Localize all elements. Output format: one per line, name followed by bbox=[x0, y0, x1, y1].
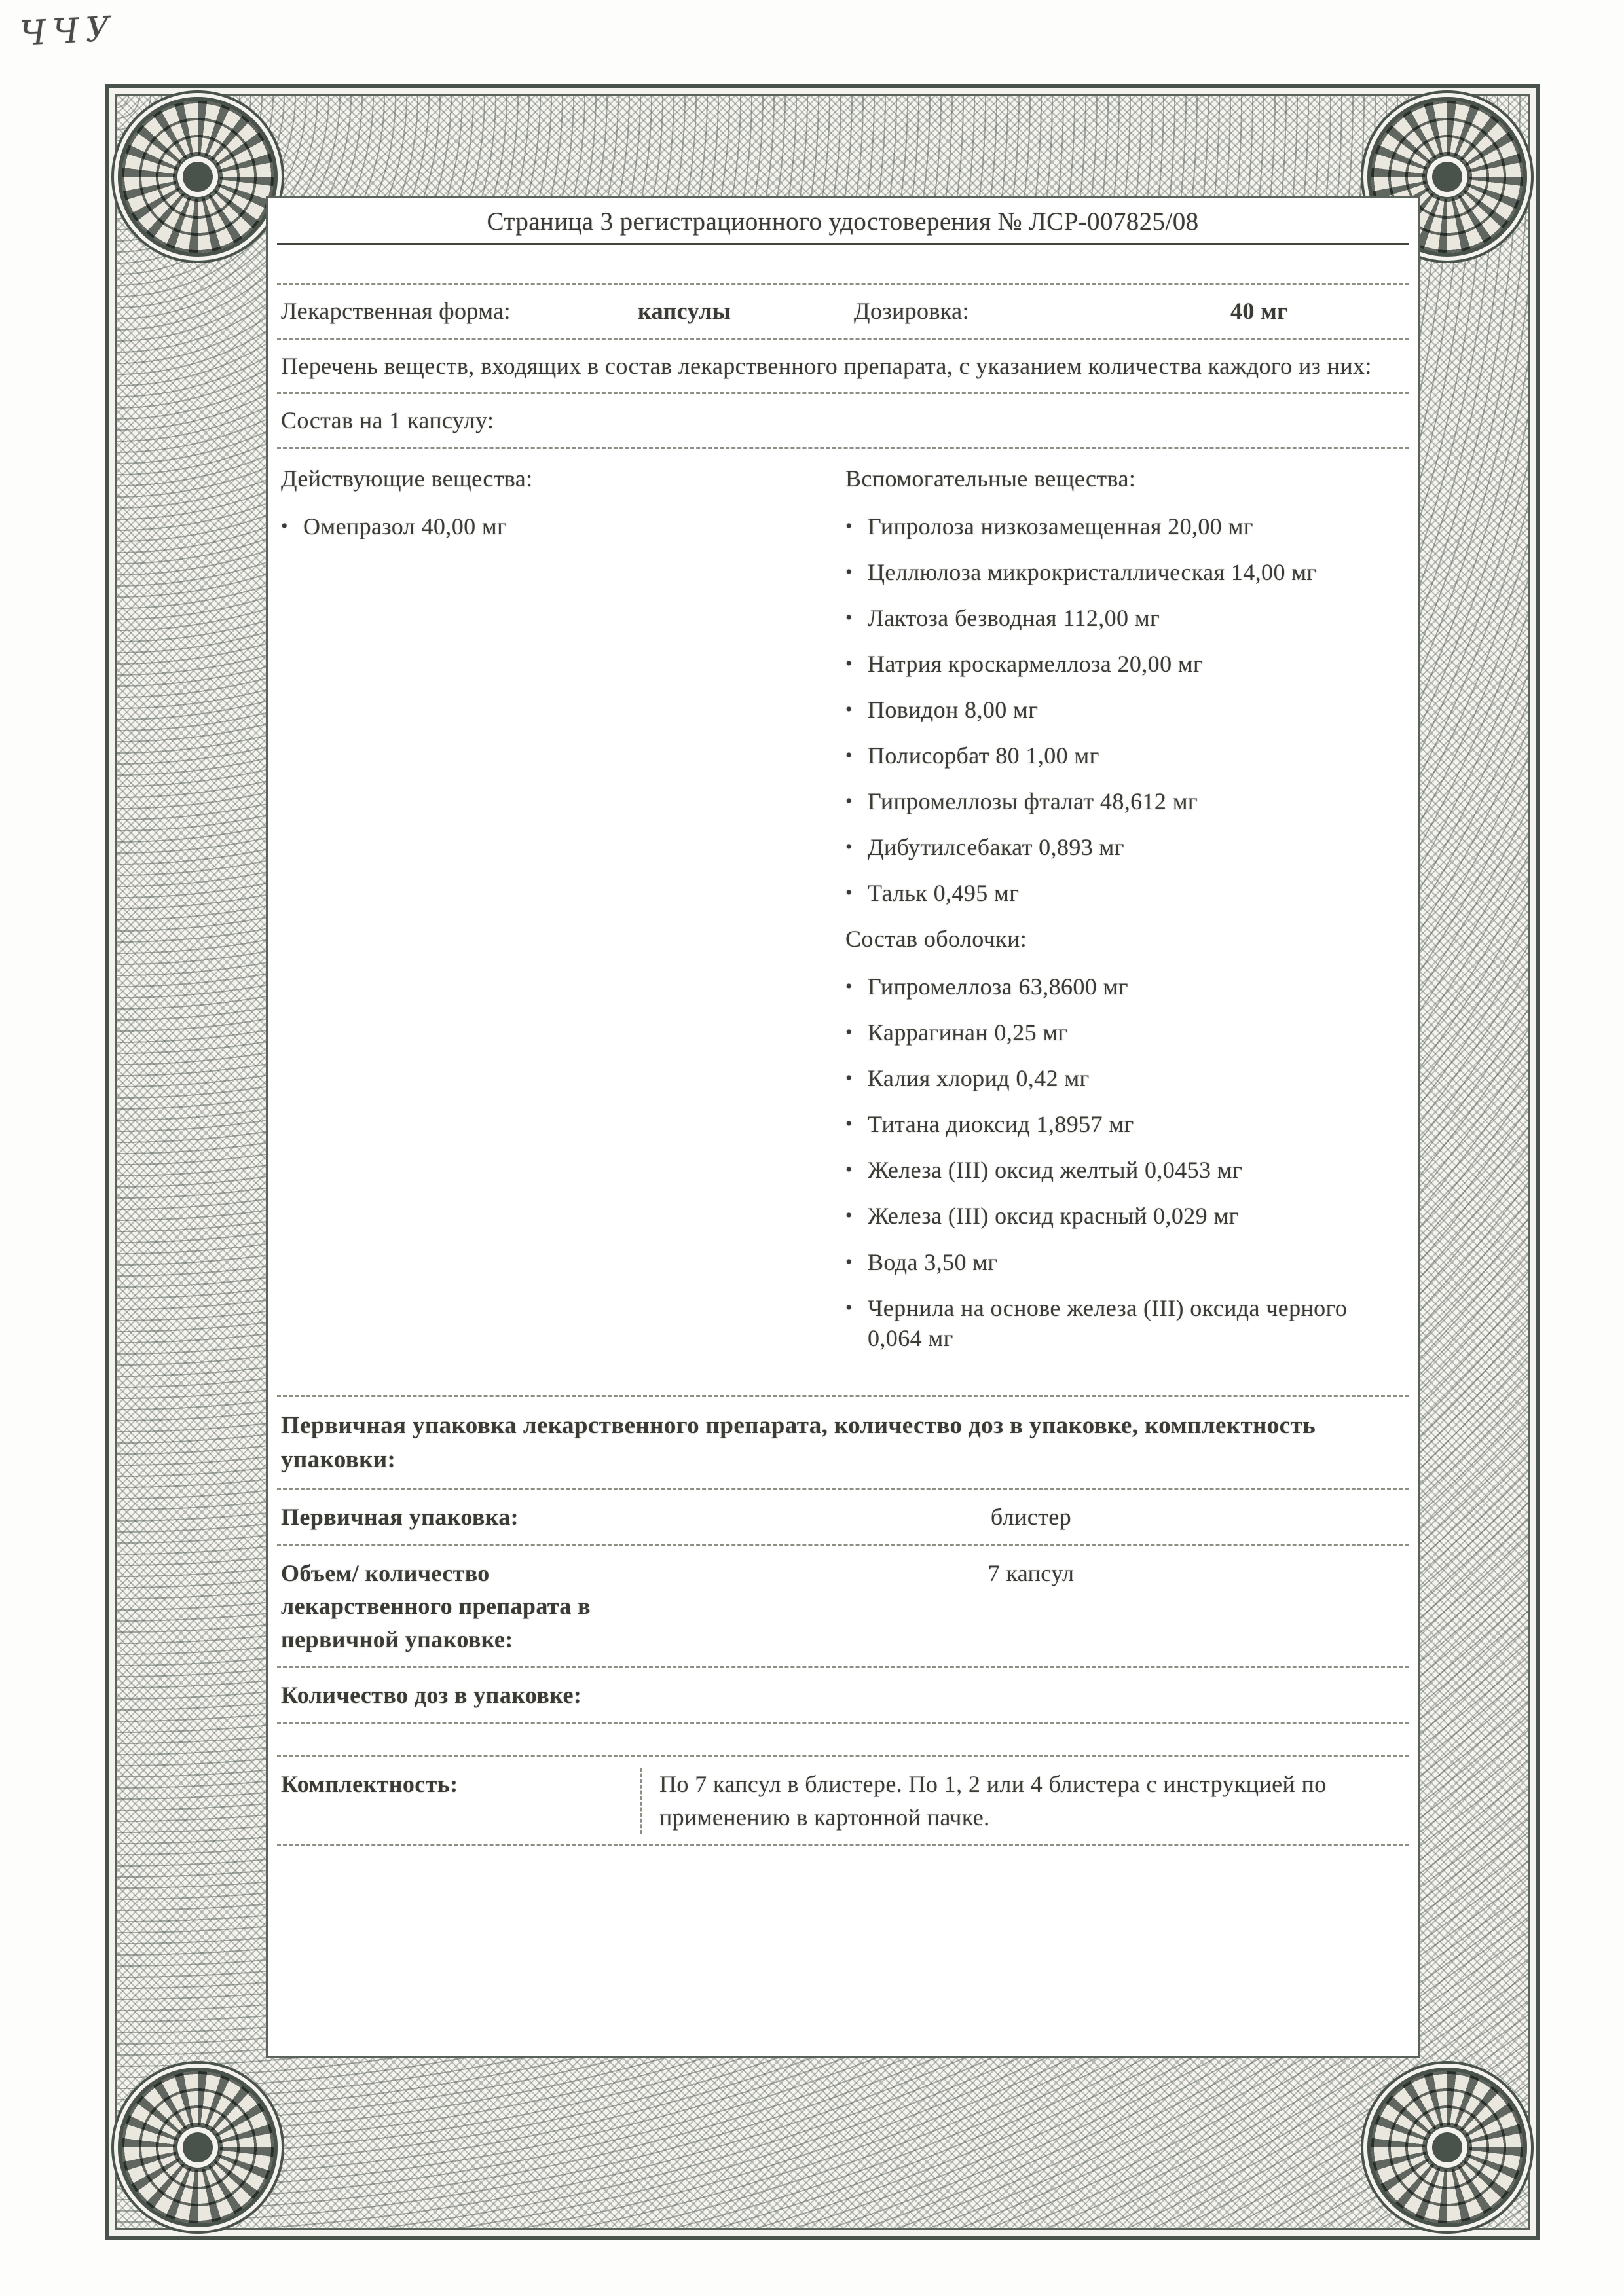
document-content bbox=[266, 196, 1420, 2058]
per-capsule-line: Состав на 1 капсулу: bbox=[277, 394, 1409, 449]
bullet: • bbox=[845, 1159, 853, 1181]
dosage-form-value: капсулы bbox=[638, 298, 731, 324]
packaging-table bbox=[277, 1395, 1409, 1846]
ingredient-text: Железа (III) оксид красный 0,029 мг bbox=[868, 1203, 1239, 1230]
list-item bbox=[845, 1017, 1405, 1048]
active-substances-list bbox=[281, 511, 845, 541]
empty-row bbox=[277, 1724, 1409, 1757]
list-item bbox=[281, 511, 845, 541]
ingredient-text: Каррагинан 0,25 мг bbox=[868, 1019, 1068, 1046]
composition-intro: Перечень веществ, входящих в состав лекарственного препарата, с указанием количества каждого из них: bbox=[277, 340, 1409, 395]
bullet: • bbox=[845, 1250, 853, 1273]
ingredient-text: Тальк 0,495 мг bbox=[868, 880, 1020, 907]
ingredient-text: Дибутилсебакат 0,893 мг bbox=[868, 834, 1124, 861]
dose-value: 40 мг bbox=[1230, 298, 1288, 324]
active-substances-header: Действующие вещества: bbox=[281, 465, 533, 492]
list-item bbox=[845, 603, 1405, 633]
table-row bbox=[277, 1668, 1409, 1724]
list-item bbox=[845, 786, 1405, 816]
bullet: • bbox=[845, 1296, 853, 1319]
ingredient-text: Целлюлоза микрокристаллическая 14,00 мг bbox=[868, 558, 1317, 585]
list-item bbox=[845, 878, 1405, 908]
ingredient-text: Натрия кроскармеллоза 20,00 мг bbox=[868, 650, 1204, 677]
shell-composition-header: Состав оболочки: bbox=[845, 926, 1027, 953]
page-header: Страница 3 регистрационного удостоверения № ЛСР-007825/08 bbox=[277, 198, 1409, 245]
bullet: • bbox=[845, 652, 853, 674]
bullet: • bbox=[845, 515, 853, 537]
handwritten-mark: ЧЧУ bbox=[18, 9, 118, 54]
list-item bbox=[845, 511, 1405, 541]
composition-columns bbox=[277, 449, 1409, 1395]
ingredient-text: Лактоза безводная 112,00 мг bbox=[868, 604, 1160, 631]
bullet: • bbox=[845, 1021, 853, 1044]
completeness-value: По 7 капсул в блистере. По 1, 2 или 4 блистера с инструкцией по применению в картонной пачке. bbox=[640, 1768, 1405, 1834]
list-item bbox=[845, 695, 1405, 725]
dosage-form-row bbox=[277, 283, 1409, 340]
table-row bbox=[277, 1490, 1409, 1546]
bullet: • bbox=[845, 882, 853, 904]
ingredient-text: Повидон 8,00 мг bbox=[868, 696, 1039, 723]
doses-count-value bbox=[657, 1679, 1405, 1711]
volume-label: Объем/ количество лекарственного препарата в первичной упаковке: bbox=[281, 1559, 591, 1652]
ingredient-text: Вода 3,50 мг bbox=[868, 1248, 998, 1275]
bullet: • bbox=[845, 836, 853, 858]
list-item bbox=[845, 832, 1405, 862]
list-item bbox=[845, 1063, 1405, 1093]
ingredient-text: Железа (III) оксид желтый 0,0453 мг bbox=[868, 1157, 1243, 1184]
corner-rosette-icon bbox=[118, 2068, 278, 2227]
list-item bbox=[845, 972, 1405, 1002]
excipients-list bbox=[845, 511, 1405, 909]
list-item bbox=[845, 1247, 1405, 1277]
primary-packaging-value: блистер bbox=[990, 1504, 1072, 1531]
dose-label: Дозировка: bbox=[854, 298, 969, 324]
list-item bbox=[845, 557, 1405, 587]
ingredient-text: Гипромеллоза 63,8600 мг bbox=[868, 974, 1128, 1000]
list-item bbox=[845, 1293, 1405, 1353]
list-item bbox=[845, 740, 1405, 771]
ingredient-text: Гипромеллозы фталат 48,612 мг bbox=[868, 788, 1198, 815]
list-item bbox=[845, 1155, 1405, 1185]
corner-rosette-icon bbox=[118, 97, 278, 257]
volume-value: 7 капсул bbox=[987, 1559, 1075, 1586]
shell-composition-list bbox=[845, 972, 1405, 1353]
table-row bbox=[277, 1757, 1409, 1846]
dosage-form-label: Лекарственная форма: bbox=[281, 298, 511, 324]
excipients-header: Вспомогательные вещества: bbox=[845, 465, 1136, 492]
ornamental-border bbox=[105, 84, 1540, 2240]
bullet: • bbox=[845, 606, 853, 629]
ingredient-text: Чернила на основе железа (III) оксида черного 0,064 мг bbox=[868, 1294, 1348, 1351]
bullet: • bbox=[845, 1067, 853, 1089]
bullet: • bbox=[845, 744, 853, 766]
ingredient-text: Гипролоза низкозамещенная 20,00 мг bbox=[868, 513, 1253, 539]
bullet: • bbox=[845, 790, 853, 812]
packaging-intro: Первичная упаковка лекарственного препарата, количество доз в упаковке, комплектность упаковки: bbox=[277, 1395, 1409, 1491]
doses-count-label: Количество доз в упаковке: bbox=[281, 1681, 582, 1708]
bullet: • bbox=[845, 1205, 853, 1227]
bullet: • bbox=[845, 1113, 853, 1135]
ingredient-text: Полисорбат 80 1,00 мг bbox=[868, 742, 1099, 769]
completeness-label: Комплектность: bbox=[281, 1771, 458, 1798]
list-item bbox=[845, 1109, 1405, 1139]
ingredient-text: Омепразол 40,00 мг bbox=[303, 513, 507, 539]
bullet: • bbox=[845, 975, 853, 998]
list-item bbox=[845, 649, 1405, 679]
bullet: • bbox=[281, 515, 288, 537]
table-row bbox=[277, 1546, 1409, 1668]
bullet: • bbox=[845, 560, 853, 583]
excipients-column bbox=[845, 464, 1405, 1369]
corner-rosette-icon bbox=[1367, 2068, 1527, 2227]
active-substances-column bbox=[281, 464, 845, 1369]
list-item bbox=[845, 1201, 1405, 1231]
bullet: • bbox=[845, 698, 853, 720]
ingredient-text: Титана диоксид 1,8957 мг bbox=[868, 1111, 1134, 1138]
primary-packaging-label: Первичная упаковка: bbox=[281, 1504, 519, 1531]
ingredient-text: Калия хлорид 0,42 мг bbox=[868, 1065, 1090, 1092]
